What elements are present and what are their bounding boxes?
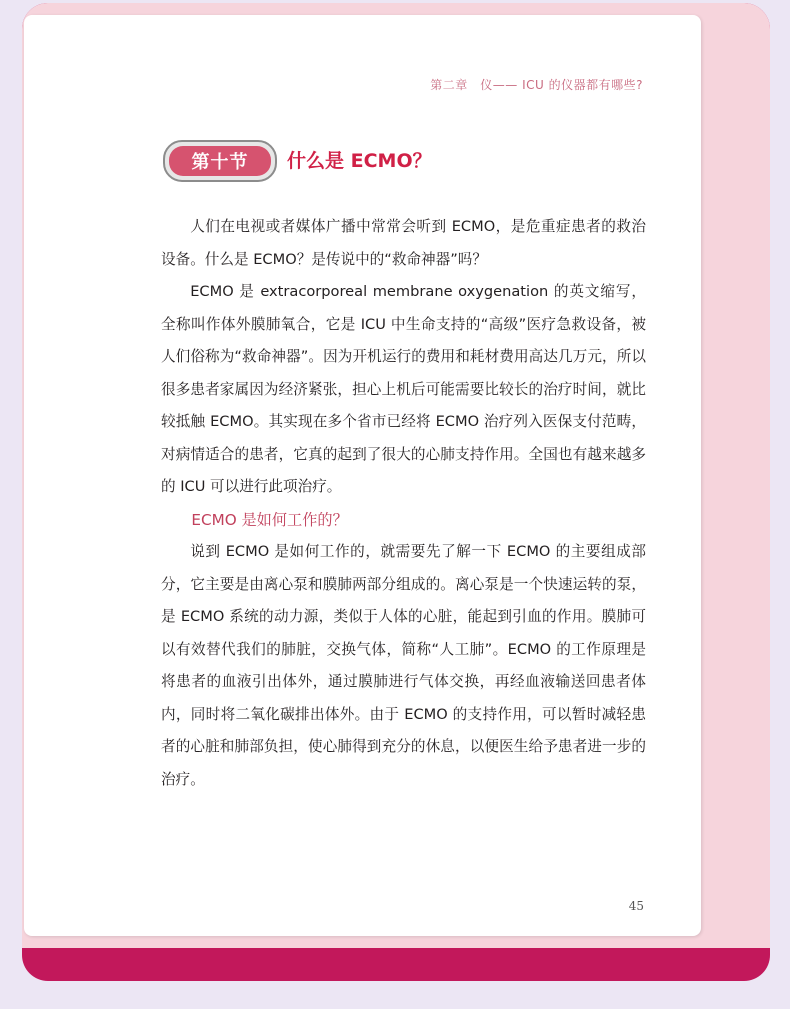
book-page [24, 15, 701, 936]
body-text [161, 211, 646, 796]
section-badge-label: 第十节 [169, 146, 271, 176]
running-header: 第二章 仪—— ICU 的仪器都有哪些? [430, 78, 643, 92]
section-title: 什么是 ECMO？ [287, 150, 432, 172]
page-number: 45 [628, 899, 644, 913]
paragraph: 说到 ECMO 是如何工作的，就需要先了解一下 ECMO 的主要组成部分，它主要是由离心泵和膜肺两部分组成的。离心泵是一个快速运转的泵，是 ECMO 系统的动力源，类似于人体的心脏，能起到引血的作用。膜肺可以有效替代我们的肺脏，交换气体，简称“人工肺”。ECMO 的工作原理是将患者的血液引出体外，通过膜肺进行气体交换，再经血液输送回患者体内，同时将二氧化碳排出体外。由于 ECMO 的支持作用，可以暂时减轻患者的心脏和肺部负担，使心肺得到充分的休息，以便医生给予患者进一步的治疗。 [161, 543, 646, 788]
section-badge [163, 140, 277, 182]
subheading: ECMO 是如何工作的？ [191, 510, 348, 529]
paragraph: ECMO 是 extracorporeal membrane oxygenation 的英文缩写，全称叫作体外膜肺氧合，它是 ICU 中生命支持的“高级”医疗急救设备，被人们俗称为“救命神器”。因为开机运行的费用和耗材费用高达几万元，所以很多患者家属因为经济紧张，担心上机后可能需要比较长的治疗时间，就比较抵触 ECMO。其实现在多个省市已经将 ECMO 治疗列入医保支付范畴，对病情适合的患者，它真的起到了很大的心肺支持作用。全国也有越来越多的 ICU 可以进行此项治疗。 [161, 283, 646, 495]
paragraph: 人们在电视或者媒体广播中常常会听到 ECMO，是危重症患者的救治设备。什么是 ECMO？是传说中的“救命神器”吗？ [161, 218, 646, 268]
